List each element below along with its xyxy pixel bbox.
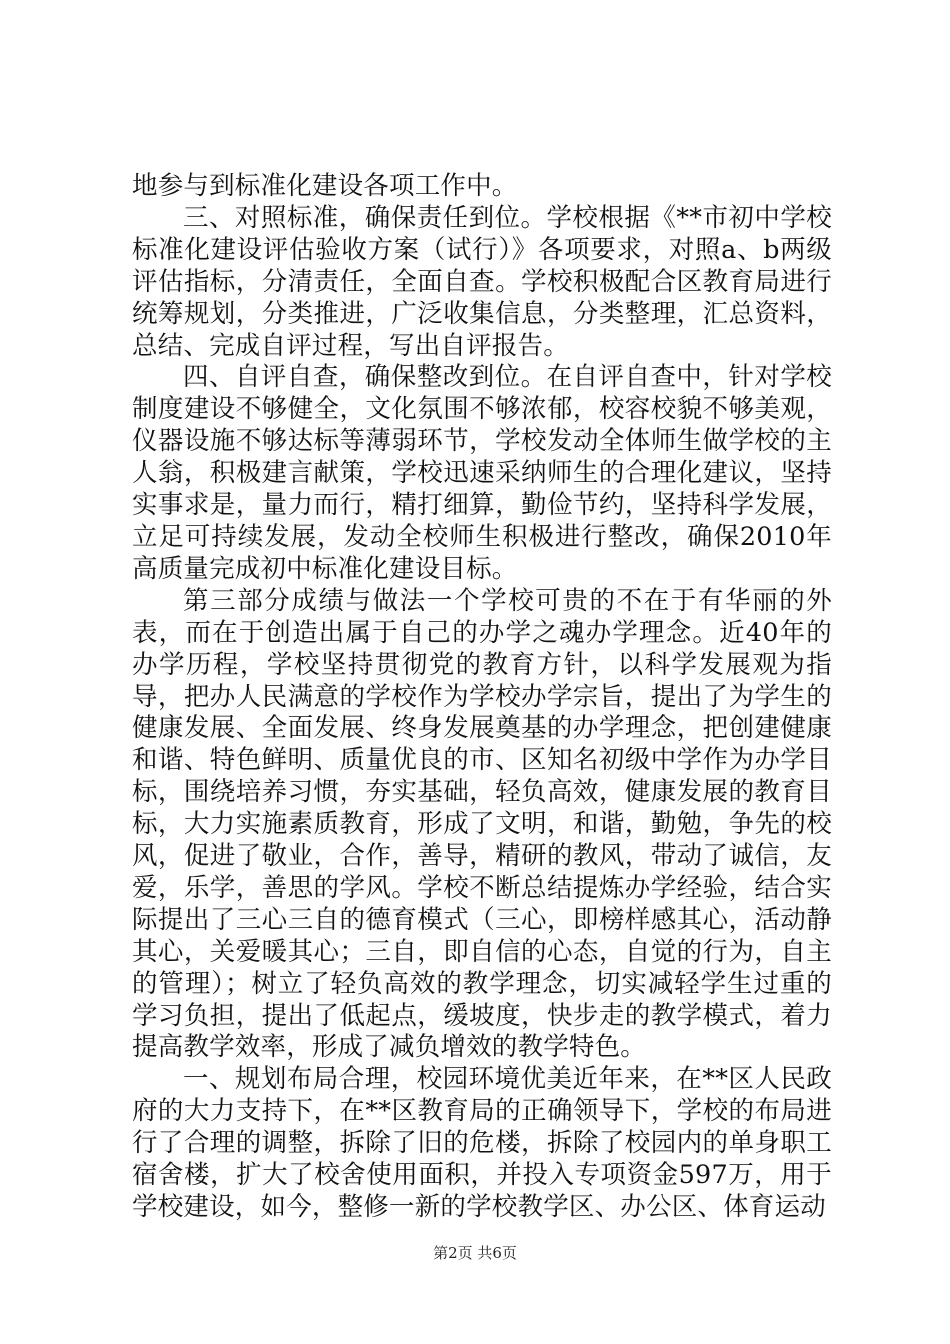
- paragraph-section-three: 三、对照标准，确保责任到位。学校根据《**市初中学校标准化建设评估验收方案（试行）》各项要求，对照a、b两级评估指标，分清责任，全面自查。学校积极配合区教育局进行统筹规划，分类推进，广泛收集信息，分类整理，汇总资料，总结、完成自评过程，写出自评报告。: [132, 202, 832, 361]
- paragraph-part-three: 第三部分成绩与做法一个学校可贵的不在于有华丽的外表，而在于创造出属于自己的办学之魂办学理念。近40年的办学历程，学校坚持贯彻党的教育方针，以科学发展观为指导，把办人民满意的学校作为学校办学宗旨，提出了为学生的健康发展、全面发展、终身发展奠基的办学理念，把创建健康和谐、特色鲜明、质量优良的市、区知名初级中学作为办学目标，围绕培养习惯，夯实基础，轻负高效，健康发展的教育目标，大力实施素质教育，形成了文明，和谐，勤勉，争先的校风，促进了敬业，合作，善导，精研的教风，带动了诚信，友爱，乐学，善思的学风。学校不断总结提炼办学经验，结合实际提出了三心三自的德育模式（三心，即榜样感其心，活动静其心，关爱暖其心；三自，即自信的心态，自觉的行为，自主的管理）；树立了轻负高效的教学理念，切实减轻学生过重的学习负担，提出了低起点，缓坡度，快步走的教学模式，着力提高教学效率，形成了减负增效的教学特色。: [132, 585, 832, 1063]
- paragraph-continuation: 地参与到标准化建设各项工作中。: [132, 171, 518, 201]
- document-body: [132, 171, 832, 1224]
- page-number-footer: 第2页 共6页: [433, 1244, 517, 1262]
- paragraph-section-four: 四、自评自查，确保整改到位。在自评自查中，针对学校制度建设不够健全，文化氛围不够浓郁，校容校貌不够美观，仪器设施不够达标等薄弱环节，学校发动全体师生做学校的主人翁，积极建言献策，学校迅速采纳师生的合理化建议，坚持实事求是，量力而行，精打细算，勤俭节约，坚持科学发展，立足可持续发展，发动全校师生积极进行整改，确保2010年高质量完成初中标准化建设目标。: [132, 362, 832, 584]
- paragraph-section-one: 一、规划布局合理，校园环境优美近年来，在**区人民政府的大力支持下，在**区教育局的正确领导下，学校的布局进行了合理的调整，拆除了旧的危楼，拆除了校园内的单身职工宿舍楼，扩大了校舍使用面积，并投入专项资金597万，用于学校建设，如今，整修一新的学校教学区、办公区、体育运动: [132, 1064, 832, 1222]
